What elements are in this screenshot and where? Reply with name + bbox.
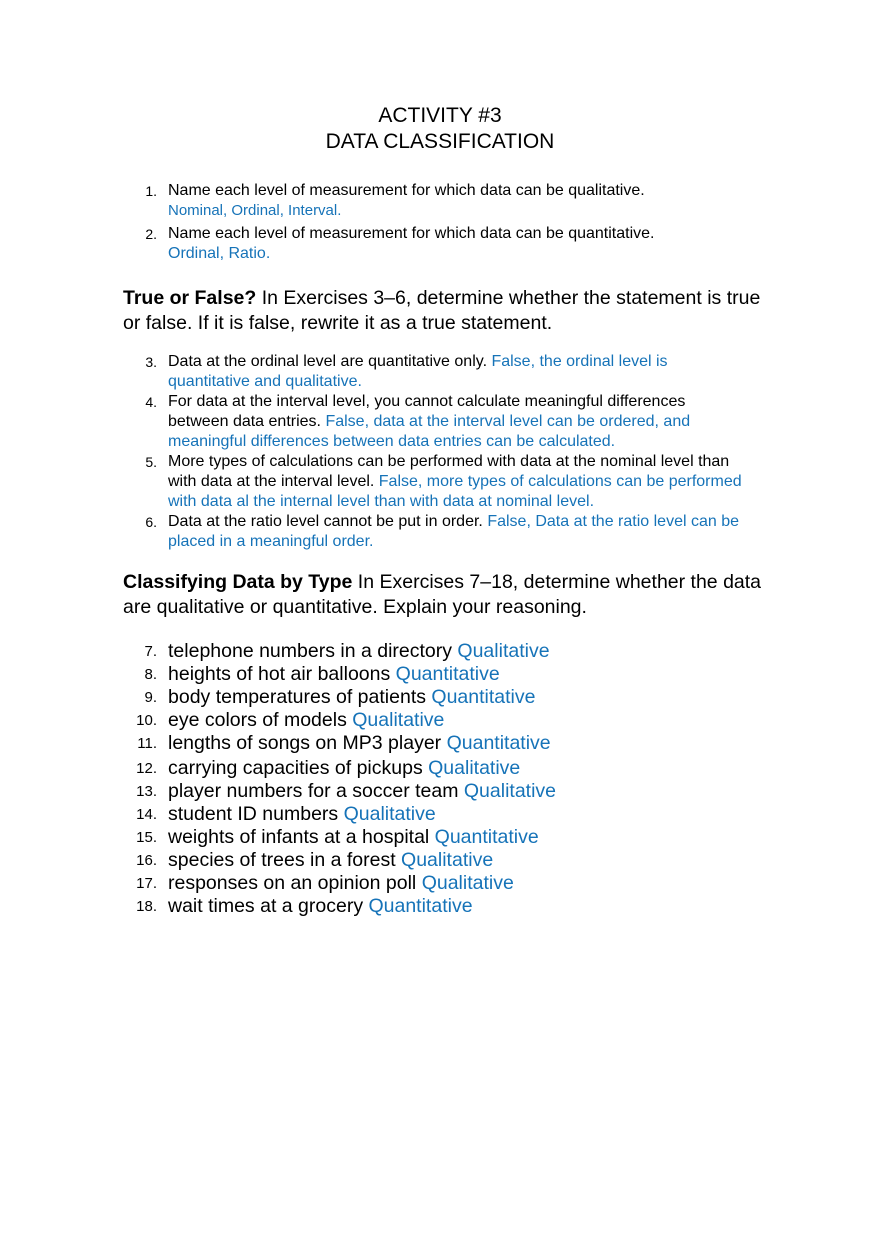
page-title-line1: ACTIVITY #3 [378, 104, 502, 127]
item-number: 7. [144, 643, 157, 660]
answer-text: False, Data at the ratio level can be placed in a meaningful order. [168, 513, 740, 550]
item-text [168, 686, 808, 709]
answer-text: False, the ordinal level is quantitative and qualitative. [168, 353, 668, 390]
answer-text: Qualitative [401, 849, 494, 871]
item-text [168, 224, 748, 264]
question-text: player numbers for a soccer team [168, 780, 464, 802]
section-instructions: In Exercises 3–6, determine whether the statement is true or false. If it is false, rewrite it as a true statement. [123, 287, 761, 334]
item-number: 8. [144, 666, 157, 683]
question-text: Name each level of measurement for which data can be quantitative. [168, 225, 655, 242]
answer-text: False, data at the interval level can be ordered, and meaningful differences between data entries can be calculated. [168, 413, 691, 450]
item-number: 15. [136, 829, 157, 846]
answer-text: Qualitative [428, 757, 521, 779]
answer-text: Nominal, Ordinal, Interval. [168, 202, 342, 219]
item-number: 18. [136, 898, 157, 915]
answer-text: Quantitative [434, 826, 539, 848]
item-number: 9. [144, 689, 157, 706]
item-text [168, 640, 808, 663]
item-text [168, 803, 808, 826]
item-text [168, 757, 808, 780]
answer-text: Qualitative [421, 872, 514, 894]
item-number: 11. [137, 735, 157, 752]
question-text: Name each level of measurement for which data can be qualitative. [168, 182, 645, 199]
item-number: 1. [145, 183, 157, 199]
page-title-line2: DATA CLASSIFICATION [325, 130, 555, 153]
item-number: 12. [136, 760, 157, 777]
item-number: 14. [136, 806, 157, 823]
item-number: 5. [145, 454, 157, 470]
question-text: species of trees in a forest [168, 849, 402, 871]
section-instructions: In Exercises 7–18, determine whether the data are qualitative or quantitative. Explain your reasoning. [123, 571, 762, 618]
item-number: 16. [136, 852, 157, 869]
answer-text: Quantitative [446, 732, 551, 754]
answer-text: Qualitative [463, 780, 557, 802]
answer-text: Ordinal, Ratio. [168, 245, 271, 262]
question-text: body temperatures of patients [168, 686, 432, 708]
classifying-instructions [123, 570, 763, 620]
question-text: heights of hot air balloons [168, 663, 396, 685]
item-text [168, 895, 808, 918]
question-text: More types of calculations can be performed with data at the nominal level than with data at the interval level. [168, 453, 730, 490]
item-text [168, 663, 808, 686]
answer-text: Qualitative [457, 640, 550, 662]
item-text [168, 849, 808, 872]
answer-text: Quantitative [395, 663, 500, 685]
item-number: 2. [145, 226, 157, 242]
section-heading: True or False? [123, 287, 257, 309]
question-text: telephone numbers in a directory [168, 640, 458, 662]
item-number: 6. [145, 514, 157, 530]
question-text: responses on an opinion poll [168, 872, 422, 894]
question-text: wait times at a grocery [168, 895, 369, 917]
question-text: student ID numbers [168, 803, 344, 825]
item-number: 4. [145, 394, 157, 410]
item-text [168, 452, 748, 512]
question-text: eye colors of models [168, 709, 353, 731]
item-text [168, 826, 808, 849]
section-heading: Classifying Data by Type [123, 571, 353, 593]
question-text: Data at the ratio level cannot be put in order. [168, 513, 488, 530]
answer-text: False, more types of calculations can be performed with data al the internal level than with data at nominal level. [168, 473, 742, 510]
item-text [168, 732, 808, 755]
item-number: 10. [136, 712, 157, 729]
item-number: 3. [145, 354, 157, 370]
item-text [168, 181, 748, 221]
question-text: Data at the ordinal level are quantitative only. [168, 353, 492, 370]
question-text: weights of infants at a hospital [168, 826, 435, 848]
item-text [168, 709, 808, 732]
answer-text: Qualitative [343, 803, 436, 825]
item-text [168, 512, 748, 552]
question-text: lengths of songs on MP3 player [168, 732, 447, 754]
true-false-instructions [123, 286, 763, 336]
question-text: For data at the interval level, you cannot calculate meaningful differences between data entries. [168, 393, 686, 430]
question-text: carrying capacities of pickups [168, 757, 429, 779]
answer-text: Quantitative [431, 686, 536, 708]
answer-text: Qualitative [352, 709, 445, 731]
item-text [168, 392, 748, 452]
item-number: 13. [136, 783, 157, 800]
answer-text: Quantitative [368, 895, 473, 917]
item-text [168, 872, 808, 895]
item-text [168, 352, 748, 392]
item-text [168, 780, 808, 803]
item-number: 17. [136, 875, 157, 892]
